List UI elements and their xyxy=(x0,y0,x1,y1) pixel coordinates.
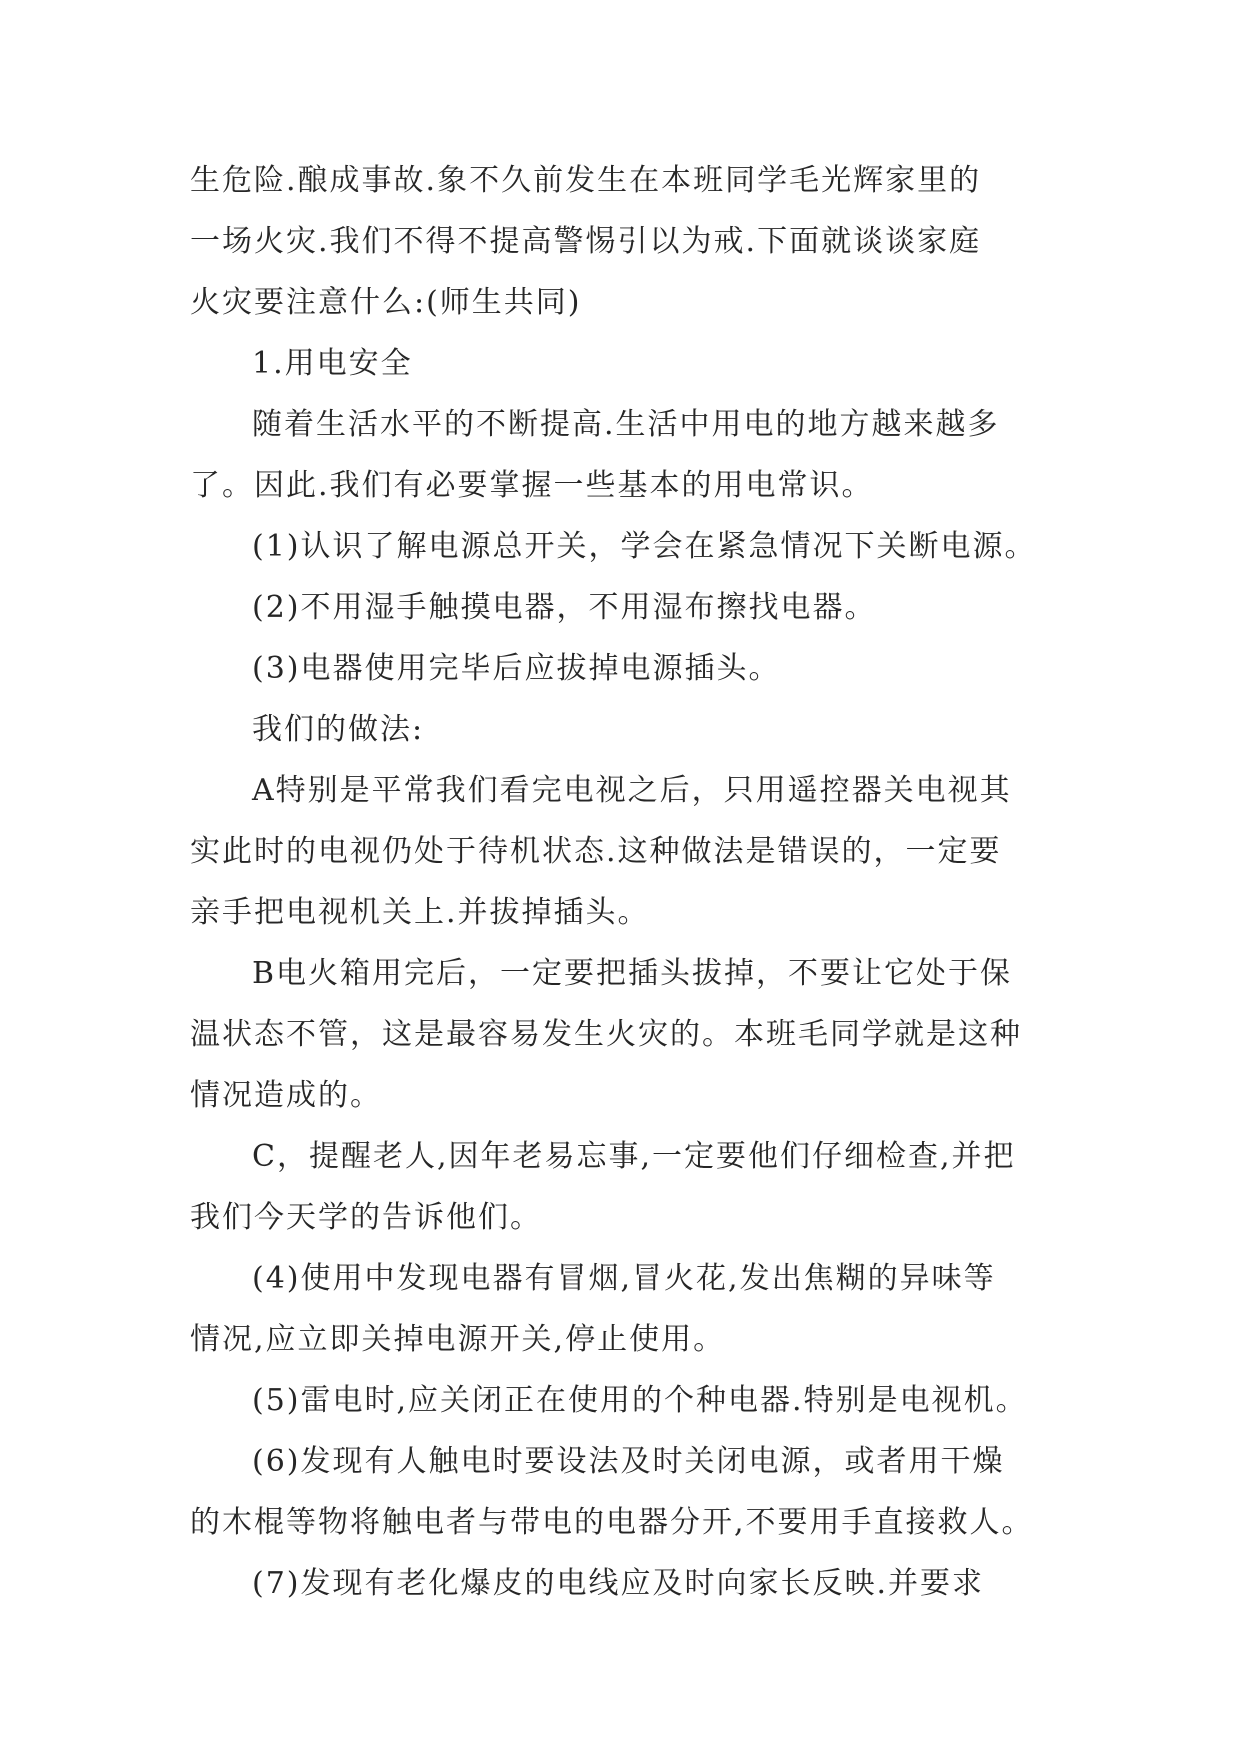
text-line-1: 生危险.酿成事故.象不久前发生在本班同学毛光辉家里的 xyxy=(190,163,982,198)
subheading-our-practice: 我们的做法: xyxy=(252,712,425,747)
list-item-2: (2)不用湿手触摸电器，不用湿布擦找电器。 xyxy=(252,590,877,625)
text-line-2: 一场火灾.我们不得不提高警惕引以为戒.下面就谈谈家庭 xyxy=(190,224,982,259)
practice-b-line-3: 情况造成的。 xyxy=(190,1078,382,1113)
list-item-7-line-1: (7)发现有老化爆皮的电线应及时向家长反映.并要求 xyxy=(252,1566,985,1601)
practice-a-line-3: 亲手把电视机关上.并拔掉插头。 xyxy=(190,895,650,930)
list-item-1: (1)认识了解电源总开关，学会在紧急情况下关断电源。 xyxy=(252,529,1037,564)
document-page xyxy=(190,150,1060,1614)
practice-c-line-1: C，提醒老人,因年老易忘事,一定要他们仔细检查,并把 xyxy=(252,1139,1016,1174)
section-heading-electric-safety: 1.用电安全 xyxy=(252,346,413,381)
list-item-3: (3)电器使用完毕后应拔掉电源插头。 xyxy=(252,651,781,686)
text-line-5: 随着生活水平的不断提高.生活中用电的地方越来越多 xyxy=(252,407,1000,442)
practice-a-line-2: 实此时的电视仍处于待机状态.这种做法是错误的，一定要 xyxy=(190,834,1002,869)
list-item-6-line-2: 的木棍等物将触电者与带电的电器分开,不要用手直接救人。 xyxy=(190,1505,1034,1540)
practice-b-line-1: B电火箱用完后，一定要把插头拔掉，不要让它处于保 xyxy=(252,956,1013,991)
text-line-3: 火灾要注意什么:(师生共同) xyxy=(190,285,582,320)
practice-b-line-2: 温状态不管，这是最容易发生火灾的。本班毛同学就是这种 xyxy=(190,1017,1022,1052)
practice-c-line-2: 我们今天学的告诉他们。 xyxy=(190,1200,542,1235)
list-item-5: (5)雷电时,应关闭正在使用的个种电器.特别是电视机。 xyxy=(252,1383,1028,1418)
practice-a-line-1: A特别是平常我们看完电视之后，只用遥控器关电视其 xyxy=(252,773,1012,808)
list-item-6-line-1: (6)发现有人触电时要设法及时关闭电源，或者用干燥 xyxy=(252,1444,1005,1479)
list-item-4-line-1: (4)使用中发现电器有冒烟,冒火花,发出焦糊的异味等 xyxy=(252,1261,996,1296)
text-line-6: 了。因此.我们有必要掌握一些基本的用电常识。 xyxy=(190,468,874,503)
list-item-4-line-2: 情况,应立即关掉电源开关,停止使用。 xyxy=(190,1322,726,1357)
